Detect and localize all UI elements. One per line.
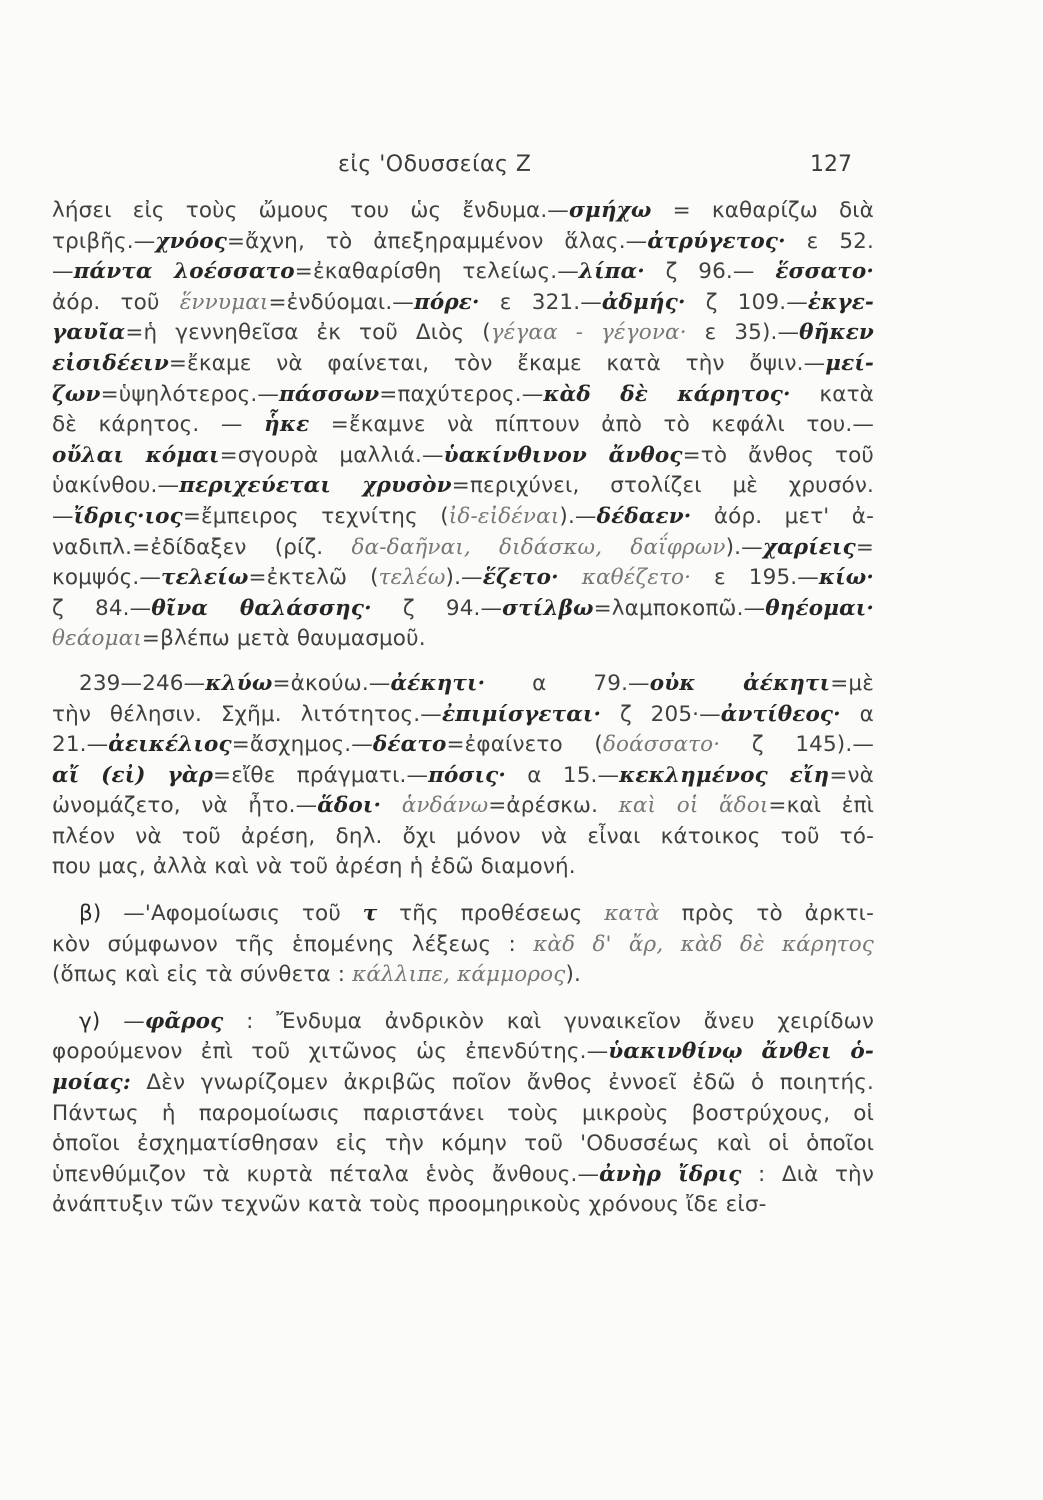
gloss-text: 21.—	[52, 732, 109, 758]
gloss-text: ζ 84.—	[52, 595, 152, 621]
etymology-text: δα-δαῆναι, διδάσκω, δαΐφρων	[351, 534, 726, 560]
lemma-term: αἴ (εἰ) γὰρ	[52, 762, 214, 788]
gloss-text: =μὲ	[830, 670, 874, 696]
gloss-text: ζ 205·—	[601, 701, 721, 727]
note-label: β)	[79, 901, 102, 927]
text-line	[52, 288, 874, 319]
text-line	[52, 761, 874, 792]
gloss-text: =	[855, 534, 874, 560]
etymology-text: γέγαα - γέγονα·	[490, 320, 687, 346]
lemma-term: ἕζετο·	[482, 565, 559, 591]
lemma-term: τ	[362, 901, 378, 927]
gloss-text: =τὸ ἄνθος τοῦ	[682, 442, 875, 468]
etymology-text: κὰδ δ' ἄρ, κὰδ δὲ κάρητος	[533, 931, 874, 957]
gloss-text: φορούμενον ἐπὶ τοῦ χιτῶνος ὡς ἐπενδύτης.—	[52, 1039, 609, 1065]
gloss-text: ὠνομάζετο, νὰ ἦτο.—	[52, 793, 318, 819]
gloss-text: ).—	[445, 565, 483, 591]
lemma-term: κὰδ δὲ κάρητος·	[543, 381, 791, 407]
commentary-block-2	[52, 669, 874, 883]
gloss-text: ὁποῖοι ἐσχηματίσθησαν εἰς τὴν κόμην τοῦ 'Οδυσσέως καὶ οἱ ὁποῖοι	[52, 1131, 874, 1157]
gloss-text: ε 35).—	[686, 320, 800, 346]
gloss-text: —'Αφομοίωσις τοῦ	[101, 901, 363, 927]
etymology-text: καθέζετο·	[581, 565, 692, 591]
running-title: εἰς 'Οδυσσείας Ζ	[338, 152, 532, 177]
etymology-text: ἕννυμαι	[179, 289, 269, 315]
lemma-term: μοίας:	[52, 1070, 131, 1096]
lemma-term: εἰσιδέειν	[52, 350, 169, 376]
text-line	[52, 563, 874, 594]
lemma-term: ἀνὴρ ἴδρις	[599, 1161, 742, 1187]
gloss-text: ).—	[725, 534, 763, 560]
gloss-text: α 79.—	[485, 670, 650, 696]
lemma-term: ἀντίθεος·	[720, 701, 841, 727]
text-line	[52, 1068, 874, 1099]
gloss-text: ζ 109.—	[685, 289, 808, 315]
gloss-text: =καὶ ἐπὶ	[768, 793, 875, 819]
gloss-text: =ἔκαμε νὰ φαίνεται, τὸν ἔκαμε κατὰ τὴν ὄψιν.—	[168, 350, 826, 376]
etymology-text: ἁνδάνω	[401, 793, 489, 819]
etymology-text: τελέω	[378, 565, 446, 591]
gloss-text: =σγουρὰ μαλλιά.—	[219, 442, 444, 468]
lemma-term: θῖνα θαλάσσης·	[151, 595, 372, 621]
lemma-term: οὔλαι κόμαι	[52, 442, 220, 468]
text-line	[52, 960, 874, 991]
gloss-text: ζ 94.—	[371, 595, 503, 621]
gloss-text: =ἔμπειρος τεχνίτης (	[182, 503, 449, 529]
text-line	[52, 257, 874, 288]
text-line	[52, 533, 874, 564]
gloss-text: πρὸς τὸ ἀρκτι-	[659, 901, 874, 927]
text-line	[52, 700, 874, 731]
commentary-block-1	[52, 196, 874, 655]
text-line	[52, 227, 874, 258]
note-beta	[52, 899, 874, 991]
gloss-text: ε 52.	[785, 228, 874, 254]
etymology-text: κατὰ	[604, 901, 660, 927]
gloss-text: =ἐκτελῶ (	[248, 565, 379, 591]
page-body	[52, 196, 874, 1221]
gloss-text: =ἄσχημος.—	[231, 732, 373, 758]
gloss-text: α	[840, 701, 874, 727]
gloss-text: =ἄχνη, τὸ ἀπεξηραμμένον ἅλας.—	[226, 228, 648, 254]
gloss-text: τῆς προθέσεως	[377, 901, 605, 927]
lemma-term: οὐκ ἀέκητι	[649, 670, 831, 696]
gloss-text: ναδιπλ.=ἐδίδαξεν (ρίζ.	[52, 534, 352, 560]
lemma-term: ἐπιμίσγεται·	[441, 701, 602, 727]
lemma-term: ἧκε	[264, 412, 310, 438]
gloss-text: κομψός.—	[52, 565, 161, 591]
text-line	[52, 930, 874, 961]
lemma-term: χνόος	[155, 228, 227, 254]
text-line	[52, 1129, 874, 1160]
text-line	[52, 410, 874, 441]
lemma-term: μεί-	[825, 350, 874, 376]
text-line	[52, 196, 874, 227]
gloss-text: ἀόρ. τοῦ	[52, 289, 180, 315]
text-line	[52, 318, 874, 349]
gloss-text: =παχύτερος.—	[379, 381, 544, 407]
lemma-term: ζων	[52, 381, 101, 407]
gloss-text: τὴν θέλησιν. Σχῆμ. λιτότητος.—	[52, 701, 442, 727]
lemma-term: πάσσων	[279, 381, 380, 407]
gloss-text: ζ 96.—	[644, 259, 776, 285]
gloss-text	[559, 565, 582, 590]
lemma-term: ἐκγε-	[807, 289, 874, 315]
lemma-term: ὑακίνθινον ἄνθος	[443, 442, 683, 468]
gloss-text: ὑπενθύμιζον τὰ κυρτὰ πέταλα ἑνὸς ἄνθους.—	[52, 1161, 600, 1187]
lemma-term: ἴδρις·ιος	[73, 503, 183, 529]
gloss-text: =βλέπω μετὰ θαυμασμοῦ.	[141, 626, 426, 652]
gloss-text: Δὲν γνωρίζομεν ἀκριβῶς ποῖον ἄνθος ἐννοεῖ ἐδῶ ὁ ποιητής.	[130, 1070, 874, 1096]
lemma-term: κίω·	[818, 565, 874, 591]
running-header	[0, 152, 1043, 182]
gloss-text: πλέον νὰ τοῦ ἀρέση, δηλ. ὄχι μόνον νὰ εἶναι κάτοικος τοῦ τό-	[52, 823, 874, 849]
gloss-text: =ἡ γεννηθεῖσα ἐκ τοῦ Διὸς (	[125, 320, 491, 346]
lemma-term: ὑακινθίνῳ ἄνθει ὁ-	[608, 1039, 874, 1065]
gloss-text: που μας, ἀλλὰ καὶ νὰ τοῦ ἀρέση ἡ ἐδῶ διαμονή.	[52, 854, 576, 880]
gloss-text: =ἐφαίνετο (	[446, 732, 603, 758]
gloss-text: —	[52, 503, 74, 529]
gloss-text	[381, 793, 402, 818]
text-line	[52, 791, 874, 822]
text-line	[52, 730, 874, 761]
lemma-term: ἀδμής·	[601, 289, 686, 315]
text-line	[52, 899, 874, 930]
text-line	[52, 380, 874, 411]
gloss-text: δὲ κάρητος. —	[52, 412, 265, 438]
note-gamma	[52, 1007, 874, 1221]
lemma-term: ἅδοι·	[317, 793, 382, 819]
gloss-text: =λαμποκοπῶ.—	[593, 595, 766, 621]
gloss-text: 239—246—	[79, 670, 206, 696]
gloss-text: =ἀρέσκω.	[488, 793, 619, 819]
lemma-term: δέατο	[372, 732, 447, 758]
lemma-term: πόρε·	[413, 289, 480, 315]
gloss-text: τριβῆς.—	[52, 228, 156, 254]
page-number: 127	[810, 152, 852, 177]
etymology-text: δοάσσατο·	[602, 732, 721, 758]
gloss-text: κὸν σύμφωνον τῆς ἑπομένης λέξεως :	[52, 931, 534, 957]
lemma-term: ἀεικέλιος	[108, 732, 232, 758]
gloss-text: =ἐνδύομαι.—	[268, 289, 414, 315]
text-line	[52, 594, 874, 625]
lemma-term: χαρίεις	[762, 534, 856, 560]
lemma-term: γαυῖα	[52, 320, 126, 346]
lemma-term: φᾶρος	[144, 1008, 224, 1034]
text-line	[52, 1160, 874, 1191]
gloss-text: ).	[565, 962, 581, 988]
text-line	[52, 669, 874, 700]
lemma-term: στίλβω	[502, 595, 594, 621]
etymology-text: θεάομαι	[52, 626, 142, 652]
lemma-term: λίπα·	[578, 259, 645, 285]
gloss-text: ε 321.—	[479, 289, 602, 315]
gloss-text: λήσει εἰς τοὺς ὤμους του ὡς ἔνδυμα.—	[52, 198, 569, 223]
lemma-term: πόσις·	[428, 762, 506, 788]
gloss-text: =ἔκαμνε νὰ πίπτουν ἀπὸ τὸ κεφάλι του.—	[309, 412, 875, 438]
text-line	[52, 1037, 874, 1068]
gloss-text: Πάντως ἡ παρομοίωσις παριστάνει τοὺς μικροὺς βοστρύχους, οἱ	[52, 1100, 874, 1126]
text-line	[52, 822, 874, 853]
gloss-text: ἀνάπτυξιν τῶν τεχνῶν κατὰ τοὺς προομηρικοὺς χρόνους ἴδε εἰσ-	[52, 1192, 767, 1218]
lemma-term: κλύω	[205, 670, 273, 696]
lemma-term: πάντα λοέσσατο	[73, 259, 295, 285]
gloss-text: =ἀκούω.—	[272, 670, 391, 696]
gloss-text: =εἴθε πράγματι.—	[213, 762, 429, 788]
gloss-text: —	[52, 259, 74, 285]
text-line	[52, 502, 874, 533]
text-line	[52, 1007, 874, 1038]
gloss-text: : Διὰ τὴν	[741, 1161, 874, 1187]
text-line	[52, 349, 874, 380]
gloss-text: ὑακίνθου.—	[52, 473, 180, 499]
gloss-text: ).—	[559, 503, 597, 529]
lemma-term: τελείω	[161, 565, 249, 591]
gloss-text: =ἐκαθαρίσθη τελείως.—	[294, 259, 579, 285]
etymology-text: ἰδ-εἰδέναι	[448, 503, 560, 529]
note-label: γ)	[79, 1008, 101, 1034]
lemma-term: περιχεύεται χρυσὸν	[179, 473, 452, 499]
gloss-text: =ὑψηλότερος.—	[100, 381, 279, 407]
text-line	[52, 1190, 874, 1221]
text-line	[52, 471, 874, 502]
gloss-text: κατὰ	[790, 381, 874, 407]
gloss-text: ζ 145).—	[720, 732, 874, 758]
lemma-term: κεκλημένος εἴη	[619, 762, 830, 788]
etymology-text: κάλλιπε, κάμμορος	[352, 962, 566, 988]
gloss-text: =περιχύνει, στολίζει μὲ χρυσόν.	[451, 473, 874, 499]
gloss-text: —	[100, 1008, 145, 1034]
lemma-term: ἀέκητι·	[390, 670, 486, 696]
lemma-term: ἕσσατο·	[775, 259, 875, 285]
gloss-text: α 15.—	[505, 762, 620, 788]
lemma-term: σμήχω	[568, 198, 652, 223]
text-line	[52, 441, 874, 472]
gloss-text: ἀόρ. μετ' ἀ-	[691, 503, 874, 529]
lemma-term: ἀτρύγετος·	[647, 228, 786, 254]
gloss-text: =νὰ	[829, 762, 874, 788]
lemma-term: θηέομαι·	[765, 595, 874, 621]
lemma-term: δέδαεν·	[596, 503, 692, 529]
text-line	[52, 1099, 874, 1130]
text-line	[52, 852, 874, 883]
text-line	[52, 624, 874, 655]
etymology-text: καὶ οἱ ἅδοι	[618, 793, 769, 819]
gloss-text: (ὅπως καὶ εἰς τὰ σύνθετα :	[52, 962, 353, 988]
gloss-text: = καθαρίζω διὰ	[651, 198, 874, 223]
gloss-text: : Ἔνδυμα ἀνδρικὸν καὶ γυναικεῖον ἄνευ χειρίδων	[223, 1008, 875, 1034]
lemma-term: θῆκεν	[799, 320, 874, 346]
gloss-text: ε 195.—	[691, 565, 819, 591]
